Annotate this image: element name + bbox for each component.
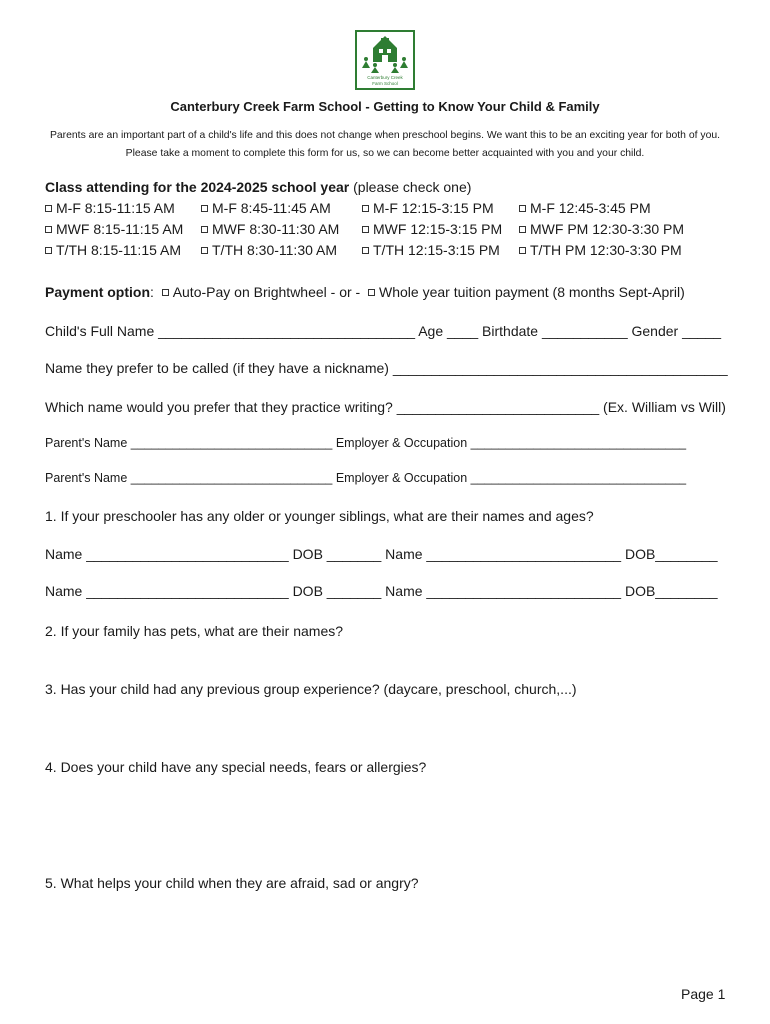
checkbox-icon[interactable] [201, 226, 208, 233]
checkbox-icon[interactable] [201, 205, 208, 212]
question-3: 3. Has your child had any previous group experience? (daycare, preschool, church,...) [45, 681, 577, 697]
svg-text:Canterbury Creek: Canterbury Creek [367, 75, 403, 80]
checkbox-icon[interactable] [201, 247, 208, 254]
checkbox-icon[interactable] [519, 226, 526, 233]
question-1: 1. If your preschooler has any older or younger siblings, what are their names and ages? [45, 508, 594, 524]
checkbox-icon[interactable] [162, 289, 169, 296]
class-option[interactable]: MWF 8:30-11:30 AM [201, 221, 339, 237]
class-option[interactable]: T/TH 8:15-11:15 AM [45, 242, 181, 258]
checkbox-icon[interactable] [45, 226, 52, 233]
checkbox-icon[interactable] [362, 226, 369, 233]
page-number: Page 1 [681, 986, 726, 1002]
parent-name-field-2[interactable]: Parent's Name _____________________________ Employer & Occupation _______________________________ [45, 471, 687, 485]
form-title: Canterbury Creek Farm School - Getting to Know Your Child & Family [170, 99, 600, 114]
payment-option-row: Payment option: Auto-Pay on Brightwheel - or - Whole year tuition payment (8 months Sept-April) [45, 284, 685, 300]
sibling-row-1[interactable]: Name __________________________ DOB _______ Name _________________________ DOB________ [45, 546, 718, 562]
checkbox-icon[interactable] [45, 205, 52, 212]
payment-option-autopay[interactable]: Auto-Pay on Brightwheel - or - [172, 284, 361, 300]
payment-label: Payment option [45, 284, 151, 300]
barn-with-children-logo-icon [357, 32, 413, 88]
question-2: 2. If your family has pets, what are their names? [45, 623, 344, 639]
class-option[interactable]: MWF 8:15-11:15 AM [45, 221, 183, 237]
class-option[interactable]: M-F 12:15-3:15 PM [362, 200, 494, 216]
class-heading-text: Class attending for the 2024-2025 school year [45, 179, 350, 195]
intro-paragraph: Parents are an important part of a child's life and this does not change when preschool begins. We want this to be an exciting year for both of you. Please take a moment to complete this form for us, so we can become better acquainted with you and your child. [49, 130, 721, 159]
class-option[interactable]: MWF 12:15-3:15 PM [362, 221, 502, 237]
question-5: 5. What helps your child when they are afraid, sad or angry? [45, 875, 419, 891]
class-option[interactable]: M-F 12:45-3:45 PM [519, 200, 651, 216]
class-option[interactable]: T/TH 12:15-3:15 PM [362, 242, 500, 258]
class-option[interactable]: T/TH 8:30-11:30 AM [201, 242, 337, 258]
checkbox-icon[interactable] [45, 247, 52, 254]
parent-name-field-1[interactable]: Parent's Name _____________________________ Employer & Occupation _______________________________ [45, 436, 687, 450]
svg-text:Farm School: Farm School [372, 81, 398, 86]
question-4: 4. Does your child have any special needs, fears or allergies? [45, 759, 427, 775]
class-option[interactable]: M-F 8:15-11:15 AM [45, 200, 175, 216]
child-name-field[interactable]: Child's Full Name _________________________________ Age ____ Birthdate ___________ Gender _____ [45, 323, 722, 339]
checkbox-icon[interactable] [362, 205, 369, 212]
sibling-row-2[interactable]: Name __________________________ DOB _______ Name _________________________ DOB________ [45, 583, 718, 599]
checkbox-icon[interactable] [362, 247, 369, 254]
school-logo [355, 30, 415, 90]
class-heading-note: (please check one) [349, 179, 472, 195]
class-section-heading [45, 179, 471, 195]
checkbox-icon[interactable] [519, 247, 526, 254]
class-option[interactable]: MWF PM 12:30-3:30 PM [519, 221, 684, 237]
writing-name-field[interactable]: Which name would you prefer that they practice writing? __________________________ (Ex. William vs Will) [45, 399, 726, 415]
nickname-field[interactable]: Name they prefer to be called (if they have a nickname) ___________________________________________ [45, 360, 728, 376]
payment-option-full-year[interactable]: Whole year tuition payment (8 months Sept-April) [379, 284, 685, 300]
checkbox-icon[interactable] [368, 289, 375, 296]
checkbox-icon[interactable] [519, 205, 526, 212]
class-option[interactable]: T/TH PM 12:30-3:30 PM [519, 242, 682, 258]
class-option[interactable]: M-F 8:45-11:45 AM [201, 200, 331, 216]
